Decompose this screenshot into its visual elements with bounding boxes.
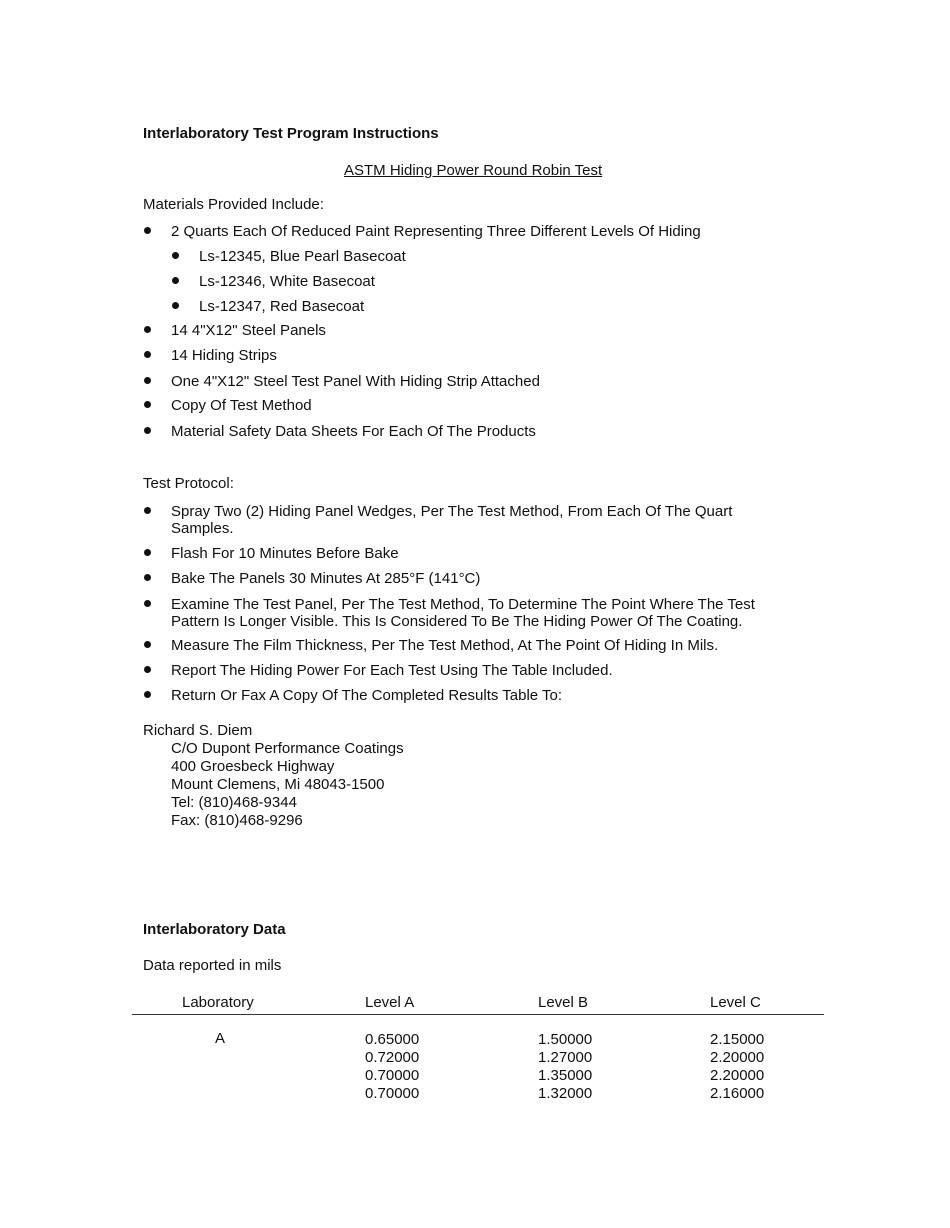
list-item: Ls-12345, Blue Pearl Basecoat [171,248,406,265]
list-item: Spray Two (2) Hiding Panel Wedges, Per The Test Method, From Each Of The Quart Samples. [143,503,793,537]
contact-street: 400 Groesbeck Highway [171,758,335,775]
level-a-values [365,1031,419,1103]
contact-company: C/O Dupont Performance Coatings [171,740,404,757]
header-level-c: Level C [710,994,761,1011]
contact-block [143,722,404,830]
document-subtitle: ASTM Hiding Power Round Robin Test [344,162,603,179]
list-item: Ls-12346, White Basecoat [171,273,406,290]
materials-label: Materials Provided Include: [143,196,324,213]
header-level-b: Level B [538,994,589,1011]
table-cell: 1.35000 [538,1067,593,1084]
list-item: Material Safety Data Sheets For Each Of The Products [143,423,540,440]
table-cell: 2.16000 [710,1085,765,1102]
table-cell: 1.27000 [538,1049,593,1066]
table-cell: 1.50000 [538,1031,593,1048]
list-item: One 4"X12" Steel Test Panel With Hiding Strip Attached [143,373,540,390]
paint-sublist [171,248,406,315]
data-section-title: Interlaboratory Data [143,921,286,938]
level-b-values [538,1031,592,1103]
table-cell: 0.70000 [365,1067,420,1084]
results-table [132,992,824,1115]
table-cell: 0.65000 [365,1031,420,1048]
list-item: Measure The Film Thickness, Per The Test Method, At The Point Of Hiding In Mils. [143,637,793,654]
contact-name: Richard S. Diem [143,722,253,739]
table-cell: 0.72000 [365,1049,420,1066]
list-item: Flash For 10 Minutes Before Bake [143,545,793,562]
list-item: Report The Hiding Power For Each Test Using The Table Included. [143,662,793,679]
materials-list-continued [143,322,540,440]
contact-fax: Fax: (810)468-9296 [171,812,303,829]
table-cell: 1.32000 [538,1085,593,1102]
materials-list [143,223,701,240]
protocol-list [143,503,793,704]
table-cell: 2.15000 [710,1031,765,1048]
table-body [132,1015,824,1115]
table-header [132,992,824,1015]
data-section-subtitle: Data reported in mils [143,957,282,974]
list-item: Ls-12347, Red Basecoat [171,298,406,315]
table-cell: 2.20000 [710,1067,765,1084]
lab-id: A [215,1030,226,1047]
list-item: 2 Quarts Each Of Reduced Paint Representing Three Different Levels Of Hiding [143,223,701,240]
table-cell: 2.20000 [710,1049,765,1066]
list-item: Bake The Panels 30 Minutes At 285°F (141°C) [143,570,793,587]
contact-city: Mount Clemens, Mi 48043-1500 [171,776,385,793]
header-level-a: Level A [365,994,415,1011]
level-c-values [710,1031,764,1103]
list-item: Return Or Fax A Copy Of The Completed Results Table To: [143,687,793,704]
list-item: 14 Hiding Strips [143,347,540,364]
document-title: Interlaboratory Test Program Instructions [143,125,439,142]
list-item: Examine The Test Panel, Per The Test Method, To Determine The Point Where The Test Pattern Is Longer Visible. This Is Considered To Be The Hiding Power Of The Coating. [143,596,793,630]
table-cell: 0.70000 [365,1085,420,1102]
list-item: Copy Of Test Method [143,397,540,414]
protocol-label: Test Protocol: [143,475,234,492]
header-laboratory: Laboratory [182,994,254,1011]
list-item: 14 4"X12" Steel Panels [143,322,540,339]
contact-tel: Tel: (810)468-9344 [171,794,297,811]
